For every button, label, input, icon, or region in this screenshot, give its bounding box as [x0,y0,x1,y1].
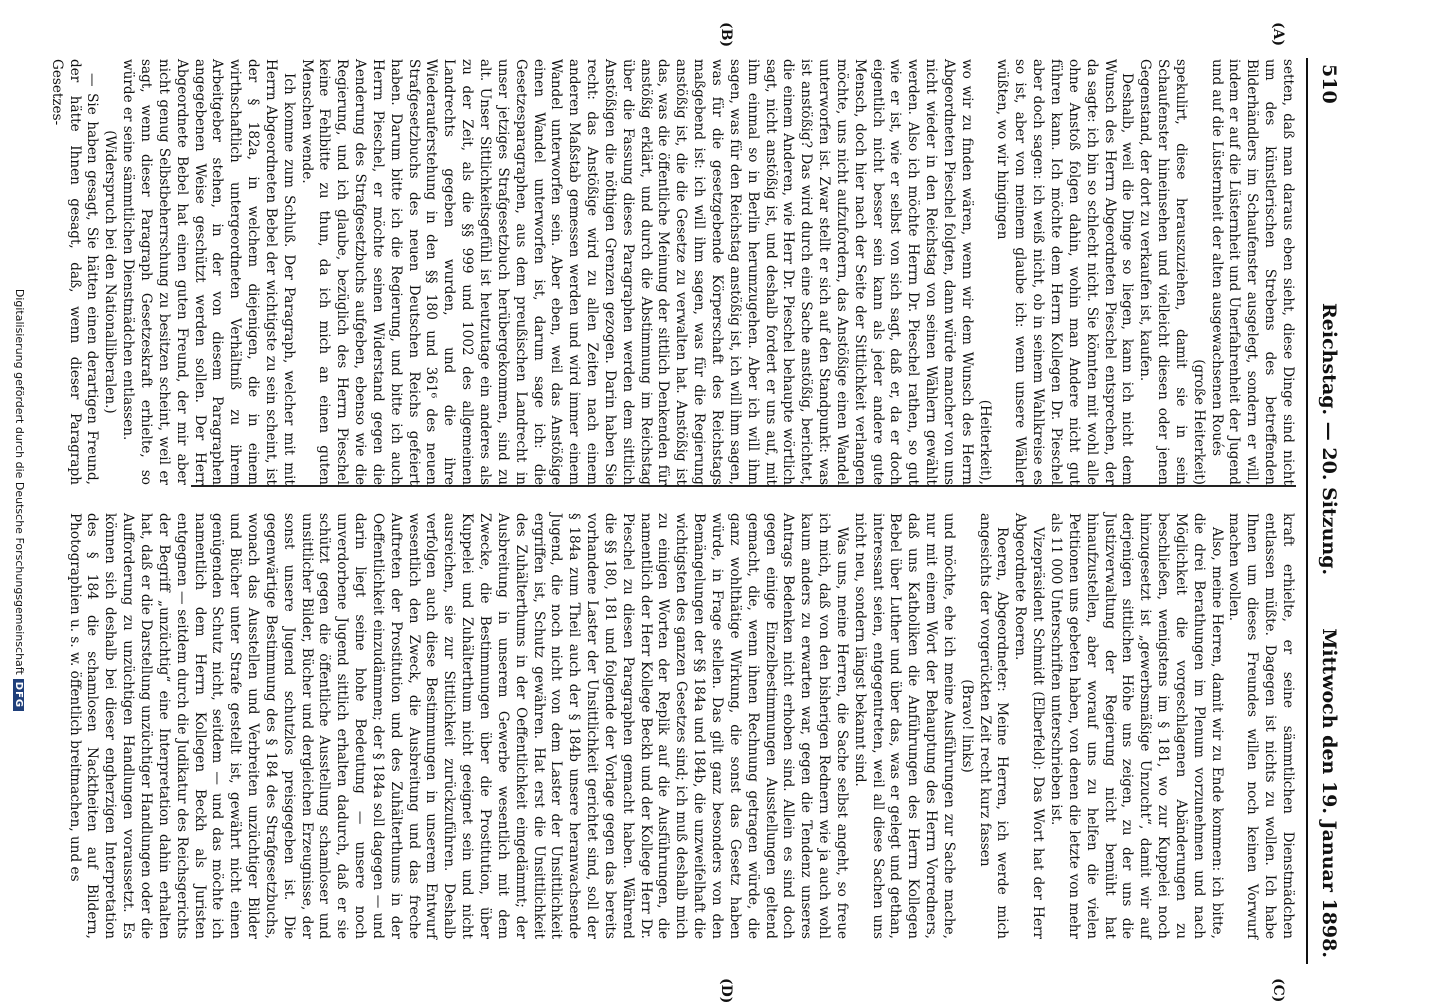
left-column [48,59,1296,485]
page-header [1306,58,1342,964]
header-title: Reichstag. — 20. Sitzung. [1318,303,1340,576]
paragraph: spekulirt, diese herauszuziehen, damit sie in sein Schaufenster hineinsehen und vielleicht diesen oder jenen Gegenstand, der dort zu verkaufen ist, kaufen. [1137,59,1189,485]
digitization-credit [13,0,26,1000]
page-number: 510 [1318,64,1340,104]
dfg-logo: DFG [13,679,24,711]
speaker-announcement: Vizepräsident Schmidt (Elberfeld): Das Wort hat der Herr Abgeordnete Roeren. [1012,513,1047,939]
paragraph: und möchte, ehe ich meine Ausführungen zur Sache mache, nur mit einem Wort der Behauptung des Herrn Vorredners, daß uns Katholiken die Anführungen des Herrn Kollegen Bebel über Luther und über das, was er gelegt und gethan, interessant seien, entgegentreten, weil all diese Sachen uns nicht neu, sondern längst bekannt sind. [851,513,957,939]
speaker-paragraph: Roeren, Abgeordneter: Meine Herren, ich werde mich angesichts der vorgerückten Zeit recht kurz fassen [976,513,1011,939]
interjection: (Widerspruch bei den Nationalliberalen.) [102,130,119,414]
paragraph: kraft erhielte, er seine sämmtlichen Dienstmädchen entlassen müßte. Dagegen ist nichts zu wollen. Ich habe Ihnen um dieses Freundes willen noch keinen Vorwurf machen wollen. [1226,513,1296,939]
credit-text: Digitalisierung gefördert durch die Deutsche Forschungsgemeinschaft [13,288,26,675]
interjection: (Heiterkeit), [976,399,993,485]
paragraph: Deshalb, weil die Dinge so liegen, kann ich nicht dem Wunsch des Herrn Abgeordneten Pieschel entsprechen, der da sagte: ich bin so schlecht nicht. Sie könnten mit wohl alle ohne Anstoß folgen dahin, wohin man Andere nicht gut führen kann. Ich möchte dem Herrn Kollegen Dr. Pieschel aber doch sagen: ich weiß nicht, ob in seinem Wahlkreise es so ist, aber von meinem glaube ich: wenn unsere Wähler wüßten, wo wir hingingen [994,59,1136,485]
paragraph: setten, daß man daraus eben sieht, diese Dinge sind nicht um des künstlerischen Strebens des betreffenden Bilderhändlers im Schaufenster ausgelegt, sondern er will, indem er auf die Lüsternheit und Unerfahrenheit der Jugend und auf die Lüsternheit der alten ausgewachsenen Roués [1208,59,1296,485]
right-column [66,513,1296,939]
column-rule [191,485,1296,487]
margin-mark-a: (A) [1270,22,1286,47]
paragraph: Was uns, meine Herren, die Sache selbst angeht, so freue ich mich, daß von den bisherigen Rednern wie ja auch wohl kaum anders zu erwarten war, gegen die Tendenz unseres Antrags Bedenken nicht erhoben sind. Allein es sind doch gegen einige Einzelbestimmungen Ausstellungen geltend gemacht, die, wenn ihnen Rechnung getragen würde, die ganz wohlthätige Wirkung, die sonst das Gesetz haben würde, in Frage stellen. Das gilt ganz besonders von den Bemängelungen der §§ 184a und 184b, die unzweifelhaft die wichtigsten des ganzen Gesetzes sind; ich muß deshalb mich zu einigen Worten der Replik auf die Ausführungen, die namentlich der Herr Kollege Beckh und der Kollege Herr Dr. Pieschel zu diesen Paragraphen gemacht haben. Während die §§ 180, 181 und folgende der Vorlage gegen das bereits vorhandene Laster der Unsittlichkeit gerichtet sind, soll der § 184a zum Theil auch der § 184b unsere heranwachsende Jugend, die noch nicht von dem Laster der Unsittlichkeit ergriffen ist, Schutz gewähren. Hat erst die Unsittlichkeit des Zuhälterthums in der Oeffentlichkeit eingedämmt; der Ausbreitung in unserem Gewerbe wesentlich mit dem Zwecke, die Bestimmungen über die Prostitution, über Kuppelei und Zuhälterthum nicht geeignet sein und nicht ausreichen, sie zur Sittlichkeit zurückzuführen. Deshalb verfolgen auch diese Bestimmungen in unserem Entwurf wesentlich den Zweck, die Ausbreitung und das freche Auftreten der Prostitution und des Zuhälterthums in der Oeffentlichkeit einzudämmen; der § 184a soll dagegen — und darin liegt seine hohe Bedeutung — unsere noch unverdorbene Jugend sittlich erhalten dadurch, daß er sie schützt gegen die öffentliche Ausstellung schamloser und unsittlicher Bilder, Bücher und dergleichen Erzeugnisse, der sonst unsere Jugend schutzlos preisgegeben ist. Die gegenwärtige Bestimmung des § 184 des Strafgesetzbuchs, wonach das Ausstellen und Verbreiten unzüchtiger Bilder und Bücher unter Strafe gestellt ist, gewährt nicht einen genügenden Schutz nicht, seitdem — und das möchte ich namentlich dem Herrn Kollegen Beckh als Juristen entgegnen — seitdem durch die Judikatur des Reichsgerichts der Begriff „unzüchtig“ eine Interpretation dahin erhalten hat, daß er die Darstellung unzüchtiger Handlungen oder die Aufforderung zu unzüchtigen Handlungen voraussetzt. Es können sich deshalb bei dieser engherzigen Interpretation des § 184 die schamlosen Nacktheiten auf Bildern, Photographien u. s. w. öffentlich breitmachen, und es [66,513,850,939]
margin-mark-b: (B) [718,22,734,48]
paragraph: Also, meine Herren, damit wir zu Ende kommen: ich bitte, die drei Berathungen im Plenum vorzunehmen und nach Möglichkeit die vorgeschlagenen Abänderungen zu beschließen, wenigstens im § 181, wo zur Kuppelei noch hinzugesetzt ist „gewerbsmäßige Unzucht“, damit wir auf derjenigen sittlichen Höhe uns zeigen, zu der uns die Justizverwaltung der Regierung nicht bemüht hat hinaufzustellen, aber worauf uns zu helfen die vielen Petitionen uns gebeten haben, von denen die letzte von mehr als 11 000 Unterschriften unterschrieben ist. [1048,513,1225,939]
header-date: Mittwoch den 19. Januar 1898. [1318,628,1340,958]
interjection: (große Heiterkeit) [1190,359,1207,485]
paragraph: — Sie haben gesagt, Sie hätten einen derartigen Freund, der hätte Ihnen gesagt, daß, wenn dieser Paragraph Gesetzes- [48,59,101,485]
interjection: (Bravo! links) [958,679,975,773]
margin-mark-d: (D) [718,978,734,1003]
paragraph: wo wir zu finden wären, wenn wir dem Wunsch des Herrn Abgeordneten Pieschel folgten, dann würde mancher von uns nicht wieder in den Reichstag von seinen Wählern gewählt werden. Also ich möchte Herrn Dr. Pieschel rathen, so gut wie er ist, wie er selbst von sich sagt, daß er, da er doch eigentlich nicht besser sein kann als jeder andere gute Mensch, doch hier nach der Seite der Sittlichkeit verlangen möchte, uns nicht aufzufordern, das Anstößige einen Wandel unterworfen ist. Zwar stellt er sich auf den Standpunkt: was ist anstößig? Das wird durch eine Sache anstößig, berichtet, die einem Anderen, wie Herr Dr. Pieschel behaupte wörtlich sagt, nicht anstößig ist, und deshalb fordert er uns auf, mit ihm einmal so in Berlin herumzugehen. Aber ich will ihm sagen, was für den Reichstag anstößig ist, ich will ihm sagen, was für die gesetzgebende Körperschaft des Reichstags maßgebend ist: ich will ihm sagen, was für die Regierung anstößig ist, die die Gesetze zu verwalten hat. Anstößig ist das, was die öffentliche Meinung der sittlich Denkenden für anstößig erklärt, und durch die Abstimmung im Reichstag über die Fassung dieses Paragraphen werden dem sittlich Anstößigen die nöthigen Grenzen gezogen. Darin haben Sie recht: das Anstößige wird zu allen Zeiten nach einem anderen Maßstab gemessen werden und wird immer einem Wandel unterworfen sein. Aber eben, weil das Anstößige einen Wandel unterworfen ist, darum sage ich: die Gesetzesparagraphen, aus dem preußischen Landrecht in unser jetziges Strafgesetzbuch herübergekommen, sind zu alt. Unser Sittlichkeitsgefühl ist heutzutage ein anderes als zu der Zeit, als die §§ 999 und 1002 des allgemeinen Landrechts gegeben wurden, und die ihre Wiederauferstehung in den §§ 180 und 361⁶ des neuen Strafgesetzbuchs des neuen Deutschen Reichs gefeiert haben. Darum bitte ich die Regierung, und bitte ich auch Herrn Pieschel, er möchte seinen Widerstand gegen die Aenderung des Strafgesetzbuchs aufgeben, ebenso wie die Regierung, und ich glaube, bezüglich des Herrn Pieschel keine Fehlbitte zu thun, da ich mich an einen guten Menschen wende. [298,59,975,485]
margin-mark-c: (C) [1270,978,1286,1003]
paragraph: Ich komme zum Schluß. Der Paragraph, welcher mit mit Herrn Abgeordneten Bebel der wichtigste zu sein scheint, ist der § 182a, in welchem diejenigen, die in einem wirthschaftlich untergeordneten Verhältniß zu ihrem Arbeitgeber stehen, in der von diesem Paragraphen angegebenen Weise geschützt werden sollen. Der Herr Abgeordnete Bebel hat einen guten Freund, der mir aber nicht genug Selbstbeherrschung zu besitzen scheint, weil er sagt, wenn dieser Paragraph Gesetzeskraft erhielte, so würde er seine sämmtlichen Dienstmädchen entlassen. [120,59,297,485]
